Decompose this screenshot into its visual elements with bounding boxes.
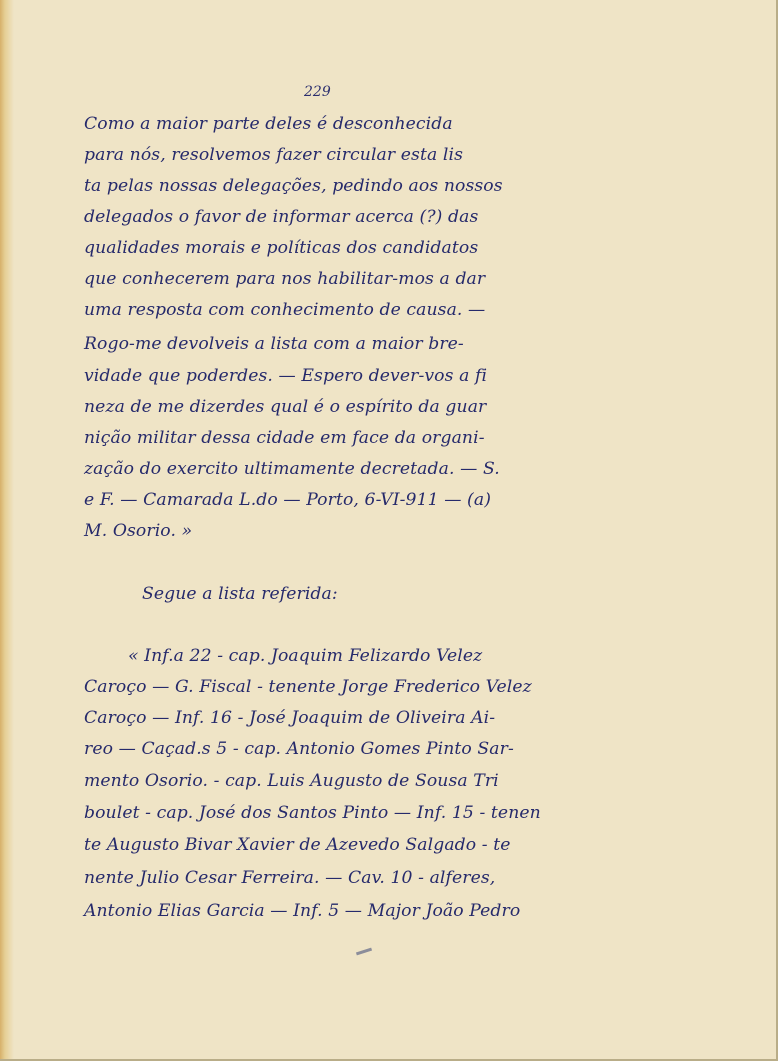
letter-line: M. Osorio. » (84, 521, 193, 541)
list-line: « Inf.a 22 - cap. Joaquim Felizardo Velez (128, 646, 483, 666)
page-fold-shadow (0, 0, 14, 1059)
letter-line: e F. — Camarada L.do — Porto, 6-VI-911 — (a) (84, 490, 492, 510)
letter-line: uma resposta com conhecimento de causa. — (84, 300, 486, 320)
letter-line: zação do exercito ultimamente decretada. — S. (84, 459, 500, 479)
letter-line: para nós, resolvemos fazer circular esta lis (84, 145, 463, 165)
letter-line: Como a maior parte deles é desconhecida (84, 114, 453, 134)
list-line: Caroço — Inf. 16 - José Joaquim de Oliveira Ai- (84, 708, 496, 728)
list-line: mento Osorio. - cap. Luis Augusto de Sousa Tri (84, 771, 499, 791)
list-line: reo — Caçad.s 5 - cap. Antonio Gomes Pinto Sar- (84, 739, 514, 759)
letter-line: neza de me dizerdes qual é o espírito da guar (84, 397, 487, 417)
letter-line: vidade que poderdes. — Espero dever-vos a fi (84, 366, 488, 386)
list-line: boulet - cap. José dos Santos Pinto — Inf. 15 - tenen (84, 803, 541, 823)
page-number: 229 (304, 84, 331, 100)
letter-line: delegados o favor de informar acerca (?) das (84, 207, 479, 227)
list-heading: Segue a lista referida: (142, 584, 338, 604)
ink-mark (356, 948, 372, 956)
list-line: Antonio Elias Garcia — Inf. 5 — Major João Pedro (84, 901, 521, 921)
letter-line: que conhecerem para nos habilitar-mos a dar (84, 269, 486, 289)
letter-line: Rogo-me devolveis a lista com a maior bre- (84, 334, 464, 354)
list-line: te Augusto Bivar Xavier de Azevedo Salgado - te (84, 835, 511, 855)
list-line: nente Julio Cesar Ferreira. — Cav. 10 - alferes, (84, 868, 496, 888)
list-line: Caroço — G. Fiscal - tenente Jorge Frederico Velez (84, 677, 532, 697)
letter-line: ta pelas nossas delegações, pedindo aos nossos (84, 176, 503, 196)
letter-line: nição militar dessa cidade em face da organi- (84, 428, 485, 448)
letter-line: qualidades morais e políticas dos candidatos (84, 238, 479, 258)
